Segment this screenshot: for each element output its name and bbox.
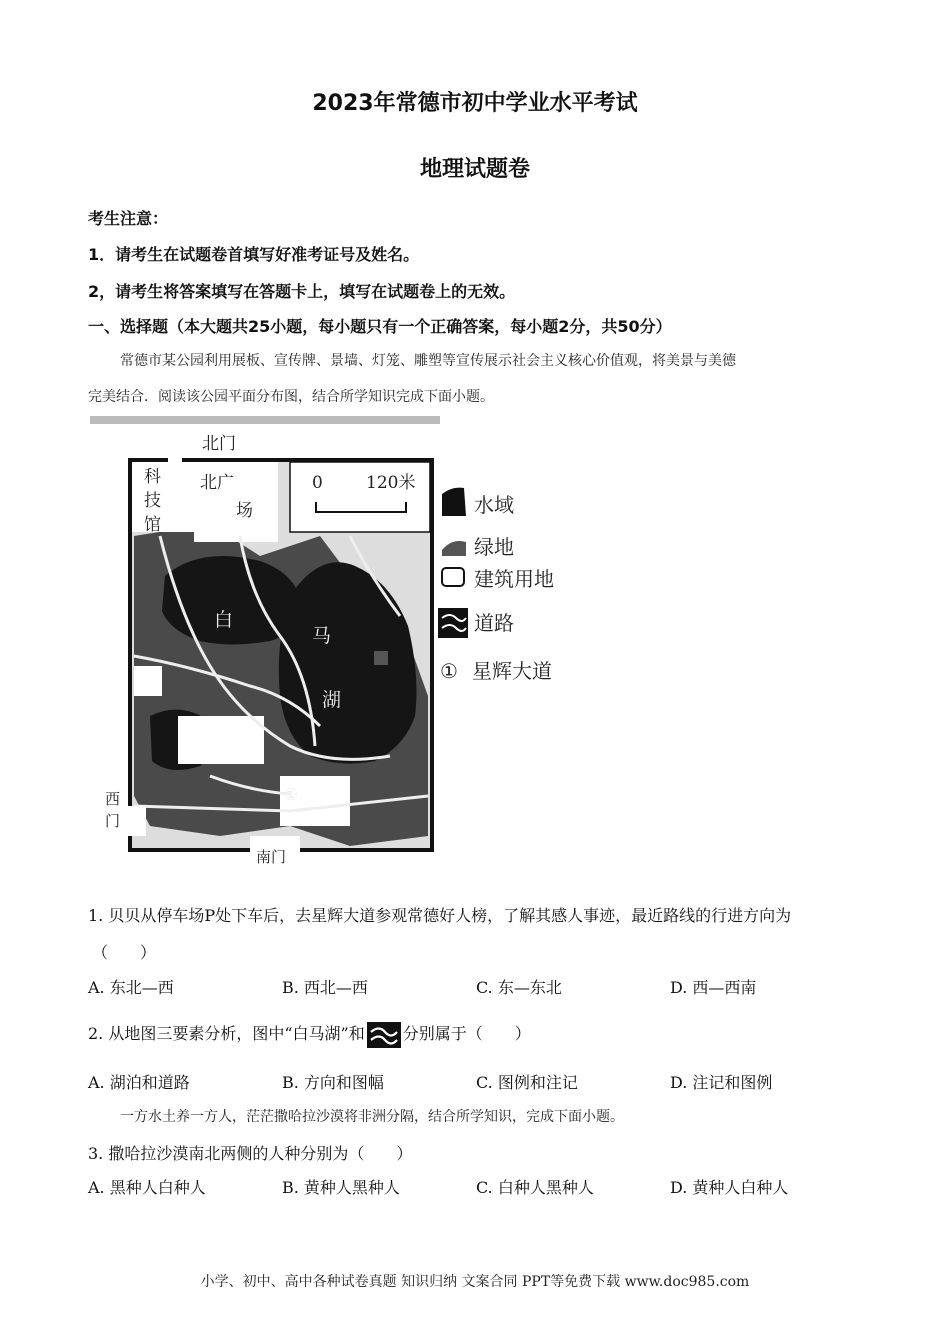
page-footer: 小学、初中、高中各种试卷真题 知识归纳 文案合同 PPT等免费下载 www.doc985.com [200,1274,750,1290]
label-scale-zero: 0 [312,473,323,493]
label-north-square-2: 场 [236,501,253,521]
label-museum-2: 技 [144,491,161,511]
building-south-west [178,716,264,764]
exam-title: 2023年常德市初中学业水平考试 [312,91,638,116]
question-2-text-after: 分别属于（ ） [402,1024,531,1043]
question-3-text: 3. 撒哈拉沙漠南北两侧的人种分别为（ ） [88,1144,413,1163]
north-gate-road [168,436,182,466]
label-museum-1: 科 [144,467,161,487]
exam-subtitle: 地理试题卷 [419,157,530,182]
map-legend [438,488,554,683]
question-2-option-b: B. 方向和图幅 [282,1073,384,1092]
question-3-option-b: B. 黄种人黑种人 [282,1178,400,1197]
notice-item-2: 2，请考生将答案填写在答题卡上，填写在试题卷上的无效。 [88,282,516,301]
label-lake-2: 马 [312,625,332,647]
question-2-option-a: A. 湖泊和道路 [88,1073,190,1092]
museum-land [132,462,204,532]
label-north-gate: 北门 [202,434,236,454]
label-lake-3: 湖 [322,689,342,711]
scan-smudge [90,416,440,424]
legend-building-symbol [442,568,464,586]
legend-label-building: 建筑用地 [474,567,554,591]
label-museum-3: 馆 [144,515,161,535]
section-heading: 一、选择题（本大题共25小题，每小题只有一个正确答案，每小题2分，共50分） [88,317,672,336]
label-north-square-1: 北广 [200,473,234,493]
notice-item-1: 1．请考生在试题卷首填写好准考证号及姓名。 [88,245,420,264]
label-lake-1: 白 [214,609,234,631]
notice-heading: 考生注意： [88,209,169,228]
question-1-option-a: A. 东北—西 [88,978,174,997]
west-gate-notch [120,806,146,836]
legend-water-symbol [442,488,466,516]
question-1-option-c: C. 东—东北 [476,978,562,997]
legend-label-water: 水域 [474,493,514,517]
road-legend-icon [367,1022,401,1048]
building-west [134,666,162,696]
question-3-option-d: D. 黄种人白种人 [670,1178,789,1197]
label-west-gate-2: 门 [105,812,121,830]
question-2-text [88,1021,531,1048]
label-south-gate: 南门 [256,848,287,866]
label-road-marker: ① [284,785,299,804]
legend-label-avenue: 星辉大道 [472,659,552,683]
label-west-gate-1: 西 [105,790,121,808]
question-1-option-b: B. 西北—西 [282,978,368,997]
question-1-text: 1. 贝贝从停车场P处下车后，去星辉大道参观常德好人榜，了解其感人事迹，最近路线的行进方向为 [88,906,792,925]
legend-label-road: 道路 [474,611,514,635]
legend-label-green: 绿地 [474,535,514,559]
question-1-paren: （ ） [92,943,157,962]
question-2-option-c: C. 图例和注记 [476,1073,578,1092]
section-intro-line1: 常德市某公园利用展板、宣传牌、景墙、灯笼、雕塑等宣传展示社会主义核心价值观，将美景与美德 [120,353,736,369]
question-2-text-before: 2. 从地图三要素分析，图中“白马湖”和 [88,1024,365,1043]
question-3-option-a: A. 黑种人白种人 [88,1178,206,1197]
label-scale-end: 120米 [366,473,416,493]
section-intro-2: 一方水土养一方人，茫茫撒哈拉沙漠将非洲分隔，结合所学知识，完成下面小题。 [120,1109,624,1125]
legend-green-symbol [442,541,466,556]
parking-marker [374,651,388,665]
question-1-option-d: D. 西—西南 [670,978,757,997]
question-2-option-d: D. 注记和图例 [670,1073,773,1092]
legend-road-symbol [438,608,468,638]
legend-symbol-avenue: ① [440,659,458,683]
park-map [90,416,610,878]
question-3-option-c: C. 白种人黑种人 [476,1178,594,1197]
section-intro-line2: 完美结合．阅读该公园平面分布图，结合所学知识完成下面小题。 [88,389,494,405]
